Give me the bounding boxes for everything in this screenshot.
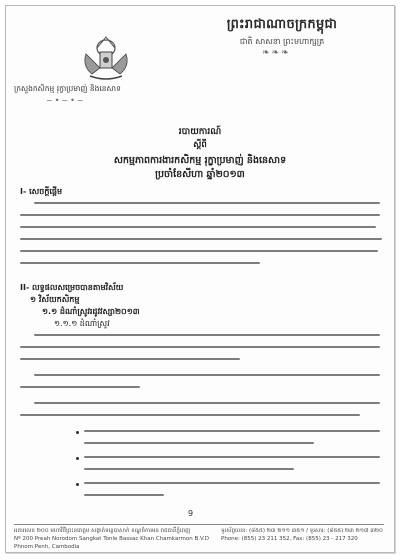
report-title-about: ស្តីពី (193, 140, 207, 150)
subsection-heading: ១.១ ដំណាំស្រូវរដូវវស្សា២០១៣ (42, 307, 140, 316)
footer-contact (221, 527, 386, 543)
section-heading: II- លទ្ធផលសម្រេចបានតាមវិស័យ (20, 283, 124, 292)
document-page (5, 5, 395, 553)
footer-address (14, 527, 214, 551)
report-subject: សកម្មភាពការងារកសិកម្ម រុក្ខាប្រមាញ់ និងនេសាទ (113, 155, 287, 166)
section-heading: I- សេចក្តីផ្តើម (20, 187, 63, 196)
report-title: របាយការណ៍ (178, 127, 222, 137)
footer-address-km: អគារលេខ ២០០ មហាវិថីព្រះនរោត្តម សង្កាត់ទន្លេបាសាក់ ខណ្ឌចំការមន រាជធានីភ្នំពេញ (14, 528, 191, 534)
footer-divider (14, 524, 384, 525)
footer-contact-km: ទូរស័ព្ទលេខ: (៨៥៥) ២៣ ២១១ ៣៥១ / ទូរសារ: (៨៥៥) ២៣ ២១៧ ៣២០ (221, 528, 383, 534)
report-period: ប្រចាំខែសីហា ឆ្នាំ២០១៣ (155, 169, 245, 180)
footer-contact-en: Phone: (855) 23 211 352, Fax: (855) 23 - 217 320 (221, 536, 358, 542)
national-motto: ជាតិ សាសនា ព្រះមហាក្សត្រ (239, 37, 325, 46)
page-number: 9 (188, 509, 194, 518)
subsection-heading: ១ វិស័យកសិកម្ម (30, 295, 80, 304)
footer-address-en: Nº 200 Preah Norodom Sangkat Tonle Bassac Khan Chamkarmon B.V.D Phnom Penh, Cambodia (14, 536, 210, 550)
ministry-name: ក្រសួងកសិកម្ម រុក្ខាប្រមាញ់ និងនេសាទ (14, 84, 121, 93)
ministry-flourish: ~•~•~ (46, 96, 86, 105)
body-text (6, 6, 394, 552)
kingdom-title: ព្រះរាជាណាចក្រកម្ពុជា (226, 17, 338, 32)
motto-flourish: ❧❧❧ (262, 48, 291, 58)
subsection-heading: ១.១.១ ដំណាំស្រូវ (54, 319, 110, 328)
